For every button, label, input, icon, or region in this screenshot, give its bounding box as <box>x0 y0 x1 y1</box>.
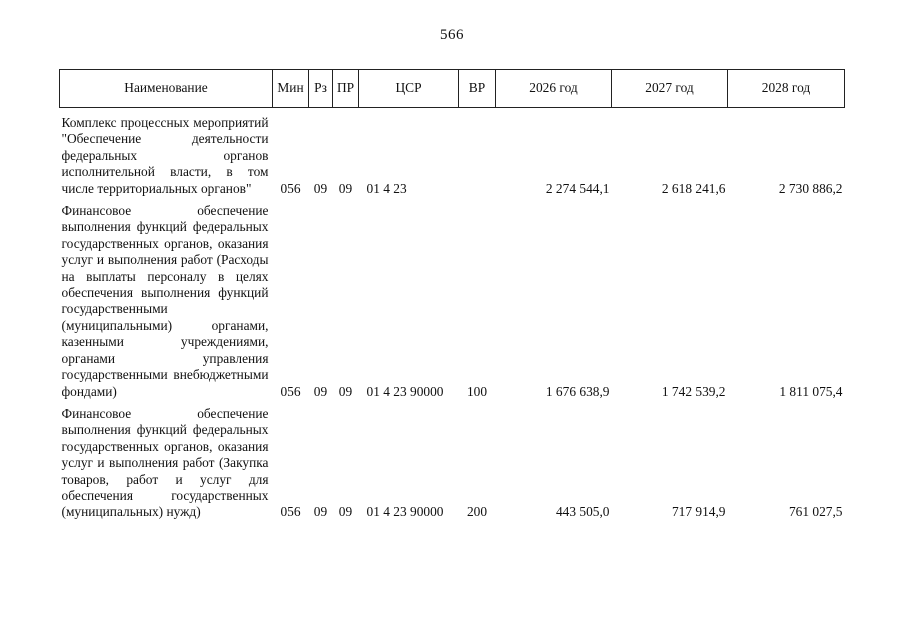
header-name: Наименование <box>60 70 273 108</box>
header-2028: 2028 год <box>728 70 845 108</box>
header-rz: Рз <box>309 70 333 108</box>
table-body <box>60 108 845 524</box>
header-min: Мин <box>273 70 309 108</box>
header-2026: 2026 год <box>496 70 612 108</box>
page-number: 566 <box>440 27 464 43</box>
row-min: 056 <box>280 383 301 399</box>
row-amount-2026: 443 505,0 <box>555 504 610 520</box>
row-amount-2026: 2 274 544,1 <box>545 180 610 196</box>
table-row <box>60 108 845 201</box>
header-row <box>60 70 845 108</box>
row-rz: 09 <box>313 383 328 399</box>
row-amount-2028: 761 027,5 <box>788 504 843 520</box>
row-amount-2028: 2 730 886,2 <box>778 180 843 196</box>
row-pr: 09 <box>338 180 353 196</box>
row-vr: 100 <box>466 383 488 399</box>
row-vr: 200 <box>466 504 488 520</box>
row-vr <box>459 108 496 201</box>
header-2027: 2027 год <box>612 70 728 108</box>
budget-table <box>59 69 845 524</box>
row-csr: 01 4 23 90000 <box>366 504 444 520</box>
table-row <box>60 403 845 524</box>
table-header <box>60 70 845 108</box>
row-rz: 09 <box>313 180 328 196</box>
row-amount-2026: 1 676 638,9 <box>545 383 610 399</box>
header-pr: ПР <box>333 70 359 108</box>
row-amount-2028: 1 811 075,4 <box>779 383 843 399</box>
row-amount-2027: 717 914,9 <box>671 504 726 520</box>
row-csr: 01 4 23 90000 <box>366 383 444 399</box>
row-csr: 01 4 23 <box>366 180 407 196</box>
row-pr: 09 <box>338 383 353 399</box>
row-min: 056 <box>280 504 301 520</box>
row-amount-2027: 1 742 539,2 <box>661 383 726 399</box>
row-min: 056 <box>280 180 301 196</box>
header-vr: ВР <box>459 70 496 108</box>
row-name: Комплекс процессных мероприятий "Обеспечение деятельности федеральных органов исполнительной власти, в том числе территориальных органов" <box>61 115 269 196</box>
row-name: Финансовое обеспечение выполнения функций федеральных государственных органов, оказания услуг и выполнения работ (Расходы на выплаты персоналу в целях обеспечения выполнения функций государственными (муниципальными) органами, казенными учреждениями, органами управления государственными внебюджетными фондами) <box>61 203 269 399</box>
row-amount-2027: 2 618 241,6 <box>661 180 726 196</box>
row-pr: 09 <box>338 504 353 520</box>
header-csr: ЦСР <box>359 70 459 108</box>
table-row <box>60 200 845 403</box>
row-rz: 09 <box>313 504 328 520</box>
row-name: Финансовое обеспечение выполнения функций федеральных государственных органов, оказания услуг и выполнения работ (Закупка товаров, работ и услуг для обеспечения государственных (муниципальных) нужд) <box>61 405 269 520</box>
